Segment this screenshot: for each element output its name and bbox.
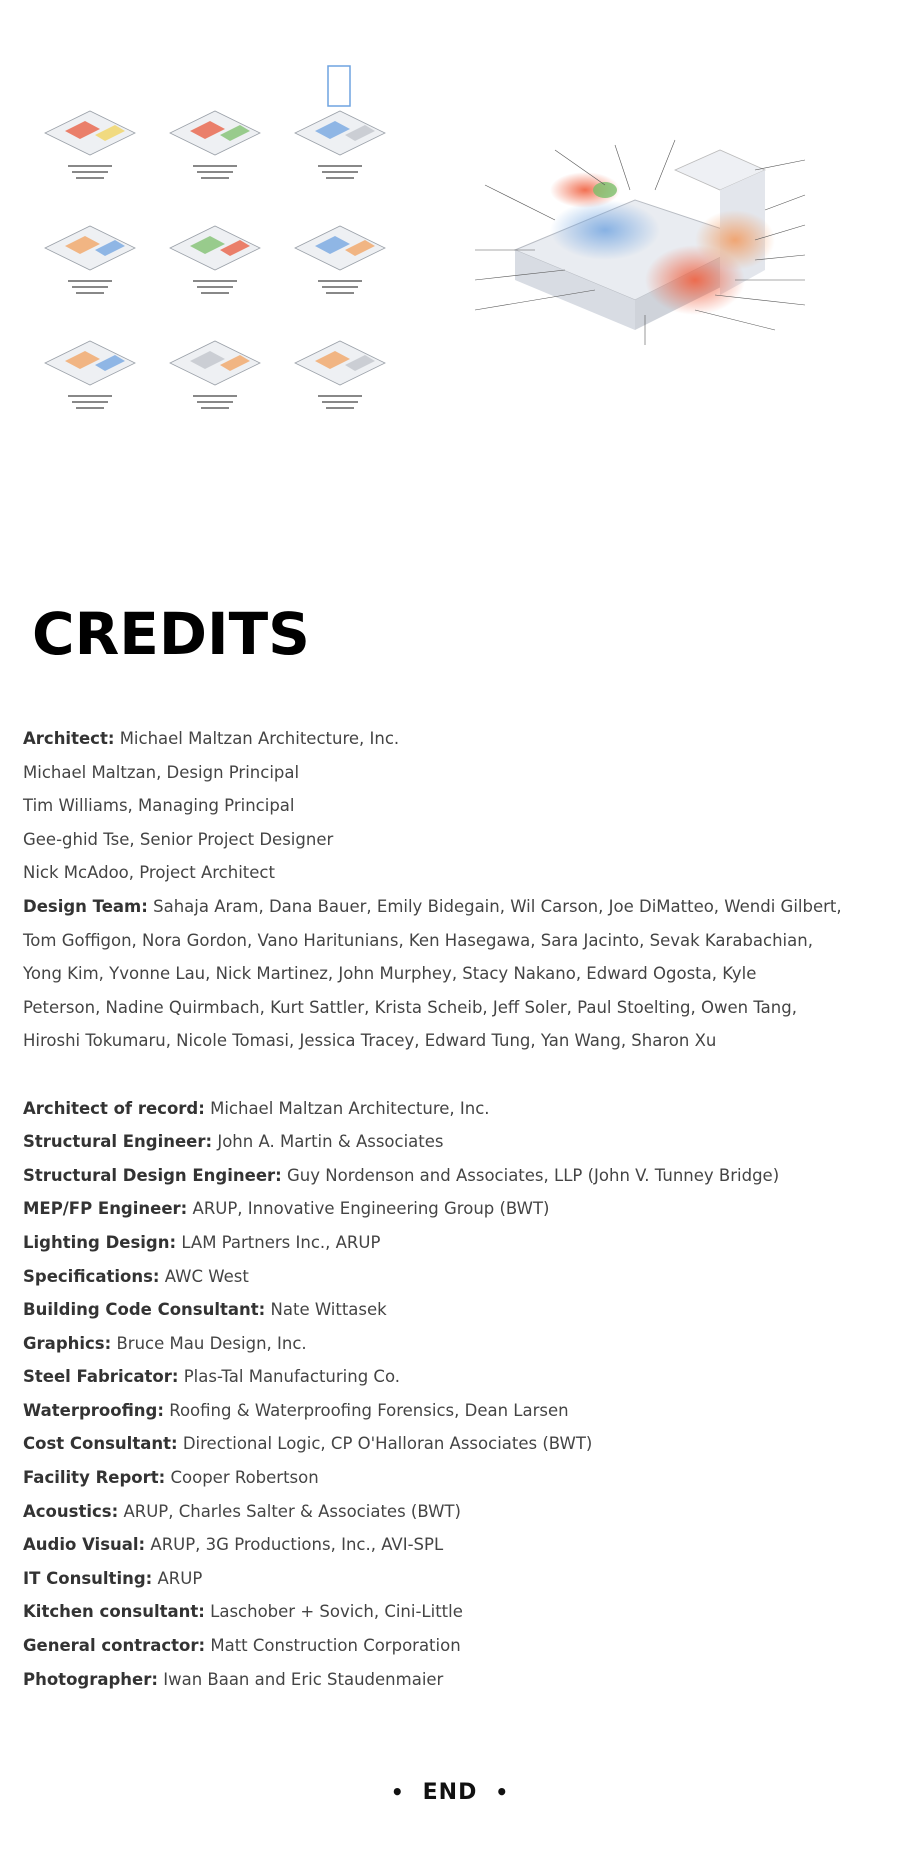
consultant-line: Photographer: Iwan Baan and Eric Staudenmaier	[23, 1669, 444, 1689]
consultant-line: Lighting Design: LAM Partners Inc., ARUP	[23, 1232, 381, 1252]
end-bullet-left: •	[390, 1780, 405, 1804]
page-title: CREDITS	[32, 600, 310, 668]
phase-cell	[45, 111, 135, 179]
phase-cell	[45, 341, 135, 409]
building-axonometric	[455, 130, 855, 380]
phase-cell	[170, 341, 260, 409]
consultant-line: Structural Engineer: John A. Martin & Associates	[23, 1132, 444, 1152]
phase-cell	[170, 111, 260, 179]
consultant-line: Waterproofing: Roofing & Waterproofing Forensics, Dean Larsen	[23, 1400, 569, 1420]
consultant-line: Structural Design Engineer: Guy Nordenson and Associates, LLP (John V. Tunney Bridge)	[23, 1165, 780, 1185]
consultant-line: Steel Fabricator: Plas-Tal Manufacturing Co.	[23, 1367, 400, 1387]
design-team-line: Design Team: Sahaja Aram, Dana Bauer, Emily Bidegain, Wil Carson, Joe DiMatteo, Wendi Gilbert,	[23, 896, 842, 916]
consultants-list	[23, 1092, 883, 1697]
credit-line: Architect: Michael Maltzan Architecture, Inc.	[23, 729, 400, 748]
credits-list	[23, 722, 883, 1696]
consultant-line: Graphics: Bruce Mau Design, Inc.	[23, 1333, 307, 1353]
design-team-line: Yong Kim, Yvonne Lau, Nick Martinez, John Murphey, Stacy Nakano, Edward Ogosta, Kyle	[23, 964, 757, 984]
consultant-line: Architect of record: Michael Maltzan Architecture, Inc.	[23, 1098, 490, 1118]
consultant-line: General contractor: Matt Construction Corporation	[23, 1636, 461, 1656]
consultant-line: Cost Consultant: Directional Logic, CP O'Halloran Associates (BWT)	[23, 1434, 593, 1454]
credit-line: Gee-ghid Tse, Senior Project Designer	[23, 829, 334, 849]
phase-cell	[295, 341, 385, 409]
consultant-line: Acoustics: ARUP, Charles Salter & Associates (BWT)	[23, 1501, 461, 1521]
end-bullet-right: •	[495, 1780, 510, 1804]
design-team-line: Tom Goffigon, Nora Gordon, Vano Haritunians, Ken Hasegawa, Sara Jacinto, Sevak Karabachian,	[23, 930, 813, 950]
consultant-line: IT Consulting: ARUP	[23, 1568, 203, 1588]
end-text: END	[422, 1780, 478, 1805]
design-team-line: Hiroshi Tokumaru, Nicole Tomasi, Jessica Tracey, Edward Tung, Yan Wang, Sharon Xu	[23, 1031, 717, 1051]
design-team-line: Peterson, Nadine Quirmbach, Kurt Sattler, Krista Scheib, Jeff Soler, Paul Stoelting, Owen Tang,	[23, 997, 797, 1017]
phase-cell	[295, 226, 385, 294]
end-marker	[0, 1780, 900, 1805]
consultant-line: Kitchen consultant: Laschober + Sovich, Cini-Little	[23, 1602, 463, 1622]
tower-sketch	[328, 66, 350, 106]
phase-cell	[295, 111, 385, 179]
phase-cell	[45, 226, 135, 294]
consultant-line: Facility Report: Cooper Robertson	[23, 1468, 319, 1488]
credit-line: Tim Williams, Managing Principal	[23, 796, 295, 816]
consultant-line: Specifications: AWC West	[23, 1266, 249, 1286]
phasing-diagram-grid	[40, 58, 440, 438]
consultant-line: Building Code Consultant: Nate Wittasek	[23, 1300, 387, 1320]
phasing-axonometric-grid-icon	[40, 58, 440, 438]
credit-line: Michael Maltzan, Design Principal	[23, 762, 300, 782]
consultant-line: MEP/FP Engineer: ARUP, Innovative Engineering Group (BWT)	[23, 1199, 550, 1219]
building-axonometric-diagram-icon	[455, 130, 855, 380]
consultant-line: Audio Visual: ARUP, 3G Productions, Inc., AVI-SPL	[23, 1535, 444, 1555]
credit-line: Nick McAdoo, Project Architect	[23, 863, 275, 883]
phase-cell	[170, 226, 260, 294]
